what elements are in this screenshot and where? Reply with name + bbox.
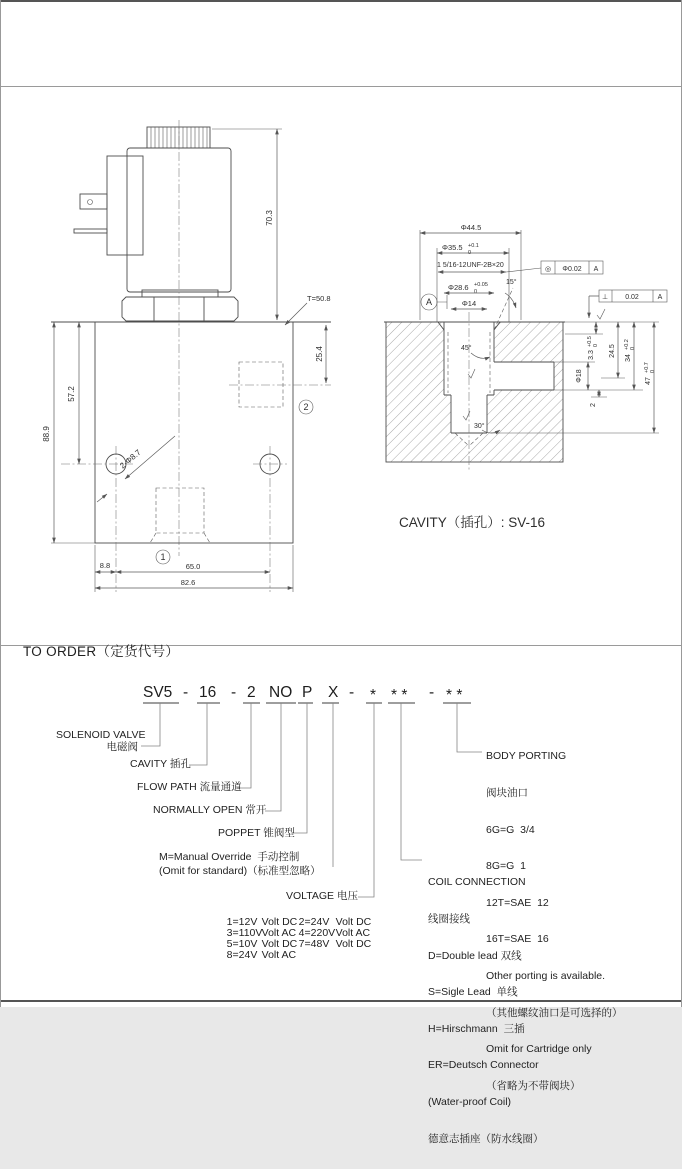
body-porting-line: 6G=G 3/4 (486, 823, 535, 836)
code-part-2: 2 (247, 684, 256, 701)
voltage-code: 5=10V (226, 938, 258, 950)
port1-number: 1 (160, 552, 166, 562)
voltage-code: 8=24V (226, 949, 258, 961)
coil-connection-line: 德意志插座（防水线圈） (428, 1132, 544, 1145)
spade-hole (88, 200, 93, 205)
valve-connector (107, 156, 143, 255)
code-dash: - (231, 684, 237, 701)
datum-a-label: A (425, 297, 433, 307)
port1-hidden (156, 488, 204, 533)
voltage-unit: Volt AC (261, 949, 297, 961)
voltage-unit: Volt DC (335, 938, 372, 950)
voltage-unit: Volt AC (261, 927, 297, 939)
dim-3-3-label-group (587, 336, 599, 360)
dim-34-label: 34 (625, 354, 632, 362)
fcf1-tolerance: Φ0.02 (562, 266, 582, 273)
thread-callout: 1 5/16-12UNF-2B×20 (437, 262, 504, 269)
valve-knurled-cap (147, 127, 210, 148)
dim-82-6-label: 82.6 (180, 578, 196, 587)
coil-connection-line: 线圈接线 (428, 913, 470, 926)
dim-2-label: 2 (590, 403, 597, 407)
port2-number: 2 (303, 402, 309, 412)
datum-a-symbol (421, 294, 447, 310)
order-section-title: TO ORDER（定货代号） (23, 644, 180, 659)
leader-coil-connection (401, 703, 422, 860)
dim-t-label: T=50.8 (307, 294, 331, 303)
dim-47-label: 47 (645, 377, 652, 385)
code-part-sv5: SV5 (143, 684, 173, 701)
coil-connection-title: COIL CONNECTION (428, 876, 526, 889)
dim-28-6-tol-lower: 0 (474, 289, 478, 295)
label-voltage-title: VOLTAGE 电压 (286, 890, 358, 902)
dim-35-5-label: Φ35.5 (442, 243, 463, 252)
coil-connection-line: D=Double lead 双线 (428, 949, 522, 962)
dim-35-5-tol-upper: +0.1 (468, 243, 479, 249)
voltage-code: 1=12V (226, 916, 258, 928)
fcf-perpendicularity (589, 290, 667, 318)
dim-14-label: Φ14 (461, 299, 477, 308)
dim-65-label: 65.0 (185, 562, 201, 571)
body-porting-line: （省略为不带阀块） (486, 1079, 581, 1092)
code-part-voltage-star: * (370, 687, 377, 704)
connector-pin (74, 229, 107, 233)
port1-balloon (156, 550, 170, 564)
code-dash: - (183, 684, 189, 701)
fcf1-symbol: ◎ (544, 266, 552, 273)
label-poppet: POPPET 锥阀型 (218, 827, 295, 839)
coil-connection-block (428, 852, 544, 1169)
voltage-unit: Volt DC (335, 916, 372, 928)
code-part-16: 16 (199, 684, 217, 701)
fcf1-datum-ref: A (593, 266, 599, 273)
fcf2-datum-ref: A (657, 294, 663, 301)
body-porting-line: 12T=SAE 12 (486, 896, 549, 909)
dim-18-label: Φ18 (576, 369, 583, 383)
fcf2-tolerance: 0.02 (625, 294, 639, 301)
label-solenoid-valve-en: SOLENOID VALVE (56, 729, 146, 741)
voltage-code: 3=110V (226, 927, 263, 939)
voltage-code: 7=48V (298, 938, 330, 950)
code-part-p: P (302, 684, 313, 701)
angle-15-label: 15° (506, 279, 517, 286)
body-porting-line: Other porting is available. (486, 970, 606, 983)
holes-leader-2 (97, 494, 107, 502)
coil-connection-line: (Water-proof Coil) (428, 1096, 512, 1109)
dim-47-tol-upper: +0.7 (644, 362, 650, 373)
cavity-caption: CAVITY（插孔）: SV-16 (399, 515, 546, 530)
fcf-concentricity (506, 261, 603, 274)
label-cavity: CAVITY 插孔 (130, 758, 191, 770)
label-manual-override-2: (Omit for standard)（标准型忽略） (159, 865, 321, 877)
body-porting-line: （其他螺纹油口是可选择的） (486, 1006, 623, 1019)
voltage-unit: Volt DC (261, 938, 298, 950)
label-solenoid-valve-cn: 电磁阀 (106, 741, 138, 753)
connector-spade-terminal (80, 194, 107, 209)
dim-3-3-label: 3.3 (588, 350, 595, 360)
coil-connection-line: ER=Deutsch Connector (428, 1059, 539, 1072)
code-part-no: NO (269, 684, 293, 701)
voltage-code: 2=24V (298, 916, 330, 928)
label-normally-open: NORMALLY OPEN 常开 (153, 804, 267, 816)
body-porting-title: BODY PORTING (486, 750, 567, 763)
port2-hidden (239, 362, 283, 407)
leader-poppet (291, 703, 307, 833)
body-porting-line: 16T=SAE 16 (486, 933, 549, 946)
dim-34-tol-lower: 0 (630, 346, 636, 350)
dim-8-8-label: 8.8 (99, 561, 111, 570)
code-dash: - (429, 684, 435, 701)
dim-28-6-label: Φ28.6 (448, 283, 469, 292)
code-part-coil-stars: * * (391, 687, 408, 704)
port1-flare (150, 533, 210, 543)
leader-voltage (358, 703, 374, 897)
voltage-code: 4=220V (298, 927, 336, 939)
dim-34-tol-upper: +0.2 (624, 339, 630, 350)
cavity-drawing (384, 223, 667, 530)
dim-35-5-tol-lower: 0 (468, 250, 472, 256)
dim-88-9-label: 88.9 (42, 426, 51, 442)
coil-flange (142, 290, 218, 297)
dim-3-3-tol-lower: 0 (593, 343, 599, 347)
dim-24-5-label: 24.5 (609, 344, 616, 358)
dim-57-2-label: 57.2 (67, 386, 76, 402)
label-flow-path: FLOW PATH 流量通道 (137, 781, 242, 793)
body-porting-line: 8G=G 1 (486, 860, 526, 873)
dim-3-3-tol-upper: +0.5 (587, 336, 593, 347)
voltage-row (215, 937, 373, 973)
code-part-porting-stars: * * (446, 687, 463, 704)
leader-body-porting (457, 703, 482, 752)
code-dash: - (349, 684, 355, 701)
dim-28-6-tol-upper: +0.05 (474, 282, 488, 288)
dim-47-tol-lower: 0 (650, 369, 656, 373)
coil-connection-line: H=Hirschmann 三插 (428, 1022, 525, 1035)
dim-70-3-label: 70.3 (265, 210, 274, 226)
angle-15-arrow (505, 293, 516, 308)
angle-30-label: 30° (474, 423, 485, 430)
leader-flow-path (237, 703, 251, 788)
dim-44-5-label: Φ44.5 (460, 223, 482, 232)
valve-body-block (95, 322, 293, 543)
dim-holes-label: 2-Φ8.7 (118, 447, 143, 471)
leader-normally-open (265, 703, 281, 811)
voltage-unit: Volt DC (261, 916, 298, 928)
voltage-unit: Volt AC (335, 927, 371, 939)
dim-25-4-label: 25.4 (315, 346, 324, 362)
valve-drawing (42, 120, 331, 592)
fcf2-symbol: ⊥ (601, 294, 609, 301)
body-porting-line: 阀块油口 (486, 787, 528, 800)
code-part-x: X (328, 684, 339, 701)
angle-45-label: 45° (461, 345, 472, 352)
coil-connection-line: S=Sigle Lead 单线 (428, 986, 518, 999)
hex-nut (122, 297, 238, 321)
port2-balloon (299, 400, 313, 414)
label-manual-override-1: M=Manual Override 手动控制 (159, 851, 300, 863)
leader-cavity (189, 703, 207, 765)
body-porting-line: Omit for Cartridge only (486, 1043, 592, 1056)
